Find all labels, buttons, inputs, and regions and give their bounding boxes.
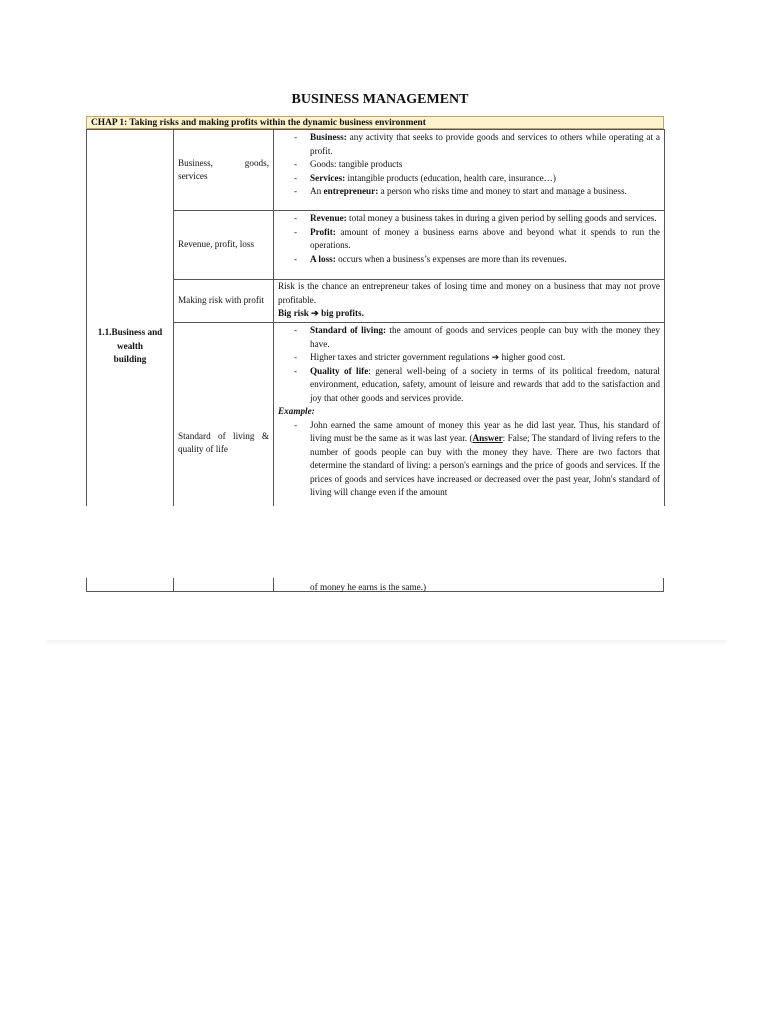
topic-cell: Business, goods, services <box>174 130 274 211</box>
section-line: wealth <box>116 340 144 351</box>
definition: amount of money a business earns above and beyond what it spends to run the operations. <box>310 226 660 250</box>
chapter-heading: CHAP 1: Taking risks and making profits within the dynamic business environment <box>86 116 664 129</box>
column-line <box>273 578 274 592</box>
example-label: Example: <box>278 406 315 416</box>
list-item <box>278 158 660 172</box>
list-item <box>278 365 660 406</box>
definition: total money a business takes in during a given period by selling goods and services. <box>346 213 657 223</box>
example-text: John earned the same amount of money this year as he did last year. Thus, his standard of living must be the same as it was last year. ( <box>310 419 660 443</box>
column-line <box>86 578 87 592</box>
term: Quality of life <box>310 365 369 376</box>
list-item <box>278 324 660 351</box>
table-continuation <box>86 578 664 592</box>
bullet-list <box>278 212 660 266</box>
definition: the amount of goods and services people can buy with the money they have. <box>310 325 660 349</box>
bullet-list <box>278 324 660 405</box>
list-item <box>278 131 660 158</box>
term: Standard of living: <box>310 325 387 335</box>
list-item <box>278 351 660 365</box>
list-item <box>278 253 660 267</box>
definition: Higher taxes and stricter government regulations ➔ higher good cost. <box>310 352 566 362</box>
risk-summary: Big risk ➔ big profits. <box>278 308 364 318</box>
definition: a person who risks time and money to start and manage a business. <box>378 186 627 196</box>
list-item <box>278 212 660 226</box>
term: Profit: <box>310 226 336 237</box>
definition: Goods: tangible products <box>310 159 403 169</box>
answer-label: Answer <box>472 433 503 443</box>
page-shadow <box>46 640 726 646</box>
section-cell <box>87 130 174 564</box>
prefix: An <box>310 186 324 196</box>
term: Services: <box>310 172 346 183</box>
content-table <box>86 129 665 564</box>
example-answer: : False; The standard of living refers to the number of goods people can buy with the money they have. There are two factors that determine the standard of living: a person's earnings and the price of goods and services. If the prices of goods and services have increased or decreased over the past year, John's standard of living will change even if the amount <box>310 433 660 497</box>
table-row <box>87 280 665 323</box>
table-row <box>87 130 665 211</box>
section-line: building <box>113 354 147 365</box>
definition: any activity that seeks to provide goods and services to others while operating at a profit. <box>310 132 660 156</box>
topic-cell: Revenue, profit, loss <box>174 211 274 280</box>
list-item <box>278 226 660 253</box>
term: A loss: <box>310 253 336 264</box>
topic-cell: Standard of living & quality of life <box>174 323 274 564</box>
definition: occurs when a business’s expenses are more than its revenues. <box>335 253 567 264</box>
content-cell <box>274 280 665 323</box>
content-cell <box>274 130 665 211</box>
topic-cell: Making risk with profit <box>174 280 274 323</box>
definition: intangible products (education, health care, insurance…) <box>345 172 556 183</box>
page-gap <box>86 506 666 578</box>
example-continuation: of money he earns is the same.) <box>310 582 427 592</box>
bullet-list <box>278 131 660 199</box>
example-list <box>278 419 660 500</box>
list-item <box>278 185 660 199</box>
list-item <box>278 172 660 186</box>
term: Business: <box>310 132 347 142</box>
list-item <box>278 419 660 500</box>
section-line: 1.1.Business and <box>97 327 163 338</box>
column-line <box>173 578 174 592</box>
term: entrepreneur: <box>323 186 379 196</box>
content-cell <box>274 211 665 280</box>
term: Revenue: <box>310 213 347 223</box>
definition: : general well-being of a society in terms of its political freedom, natural environment, education, safety, amount of leisure and rewards that add to the satisfaction and joy that other goods and services provide. <box>310 365 660 403</box>
table-row <box>87 211 665 280</box>
column-line <box>663 578 664 592</box>
risk-text: Risk is the chance an entrepreneur takes of losing time and money on a business that may not prove profitable. <box>278 281 660 305</box>
document-title: BUSINESS MANAGEMENT <box>291 92 469 107</box>
